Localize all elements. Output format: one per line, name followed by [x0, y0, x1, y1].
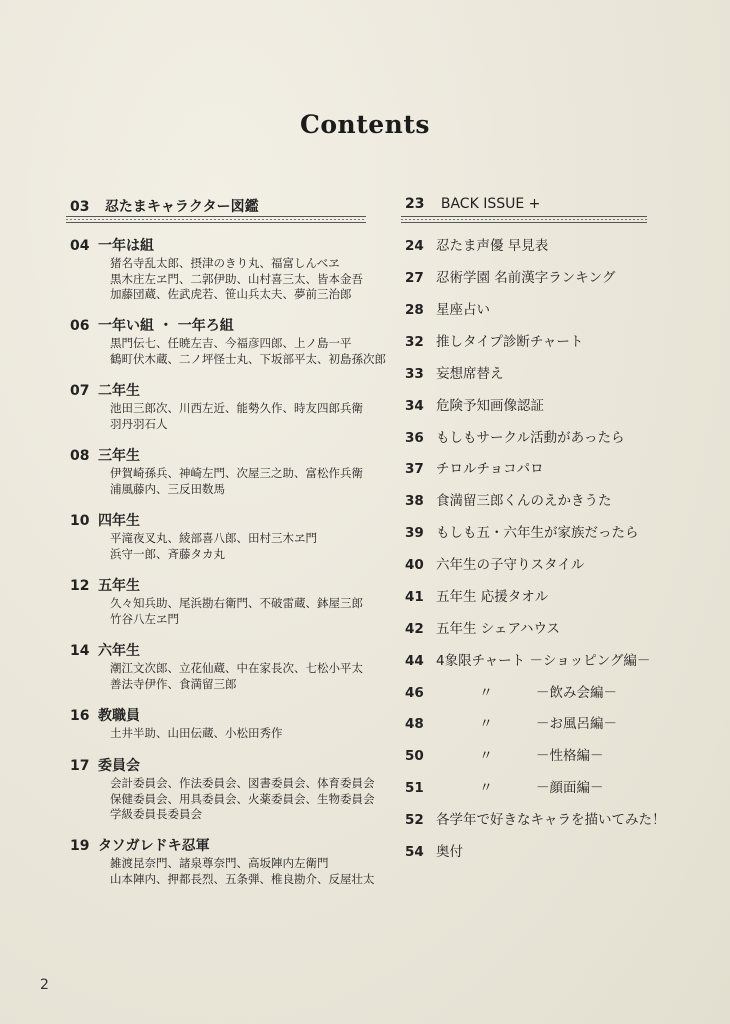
entry-members: 猪名寺乱太郎、摂津のきり丸、福富しんべヱ — [110, 256, 340, 270]
toc-entry[interactable] — [70, 642, 380, 692]
toc-entry[interactable] — [405, 429, 624, 447]
entry-page-number: 38 — [405, 493, 424, 509]
toc-entry[interactable] — [405, 269, 615, 287]
toc-entry[interactable] — [405, 811, 666, 829]
toc-entry[interactable] — [70, 317, 386, 367]
ditto-mark: 〃 — [479, 748, 493, 764]
toc-entry[interactable] — [70, 512, 380, 562]
right-header-rule — [401, 216, 647, 223]
entry-page-number: 14 — [70, 643, 90, 659]
entry-members: 加藤団蔵、佐武虎若、笹山兵太夫、夢前三治郎 — [110, 287, 352, 301]
entry-page-number: 17 — [70, 758, 90, 774]
entry-label: もしも五・六年生が家族だったら — [436, 525, 639, 541]
toc-entry[interactable] — [405, 460, 544, 478]
toc-entry[interactable] — [405, 620, 560, 638]
entry-page-number: 42 — [405, 621, 424, 637]
toc-entry[interactable] — [405, 779, 604, 797]
entry-label: チロルチョコパロ — [436, 461, 544, 477]
toc-entry[interactable] — [405, 588, 548, 606]
entry-members: 竹谷八左ヱ門 — [110, 611, 179, 626]
entry-members: 伊賀崎孫兵、神崎左門、次屋三之助、富松作兵衛 — [110, 466, 363, 480]
entry-label: 奥付 — [436, 844, 463, 860]
entry-label: －お風呂編－ — [536, 716, 617, 732]
entry-page-number: 32 — [405, 334, 424, 350]
entry-members: 土井半助、山田伝蔵、小松田秀作 — [110, 726, 283, 740]
toc-entry[interactable] — [70, 707, 380, 742]
entry-page-number: 50 — [405, 748, 424, 764]
entry-label: タソガレドキ忍軍 — [98, 838, 210, 854]
entry-page-number: 04 — [70, 238, 90, 254]
ditto-mark: 〃 — [479, 780, 493, 796]
entry-label: 四年生 — [98, 513, 140, 529]
entry-label: 五年生 応援タオル — [436, 589, 549, 605]
entry-page-number: 52 — [405, 812, 424, 828]
left-header-rule — [66, 216, 366, 223]
entry-label: 三年生 — [98, 448, 140, 464]
entry-page-number: 44 — [405, 653, 424, 669]
entry-page-number: 34 — [405, 398, 424, 414]
toc-entry[interactable] — [405, 237, 548, 255]
toc-entry[interactable] — [405, 365, 504, 383]
page-number: 2 — [40, 977, 49, 993]
page-title: Contents — [299, 110, 430, 139]
entry-page-number: 37 — [405, 461, 424, 477]
entry-members: 善法寺伊作、食満留三郎 — [110, 676, 237, 691]
toc-entry[interactable] — [70, 382, 380, 432]
entry-label: 忍たま声優 早見表 — [436, 238, 549, 254]
toc-entry[interactable] — [405, 684, 617, 702]
entry-label: 六年生 — [98, 643, 140, 659]
entry-label: 推しタイプ診断チャート — [436, 334, 584, 350]
entry-members: 保健委員会、用具委員会、火薬委員会、生物委員会 — [110, 791, 375, 806]
toc-entry[interactable] — [405, 843, 463, 861]
toc-entry[interactable] — [405, 652, 650, 670]
entry-members: 浜守一郎、斉藤タカ丸 — [110, 546, 225, 561]
entry-page-number: 33 — [405, 366, 424, 382]
entry-label: 一年は組 — [98, 238, 154, 254]
entry-members: 平滝夜叉丸、綾部喜八郎、田村三木ヱ門 — [110, 531, 317, 545]
entry-members: 鶴町伏木蔵、二ノ坪怪士丸、下坂部平太、初島孫次郎 — [110, 351, 386, 366]
entry-label: 4象限チャート －ショッピング編－ — [436, 653, 651, 669]
ditto-mark: 〃 — [479, 716, 493, 732]
entry-members: 池田三郎次、川西左近、能勢久作、時友四郎兵衛 — [110, 401, 363, 415]
entry-label: 二年生 — [98, 383, 140, 399]
ditto-mark: 〃 — [479, 685, 493, 701]
entry-page-number: 54 — [405, 844, 424, 860]
entry-page-number: 27 — [405, 270, 424, 286]
entry-page-number: 10 — [70, 513, 90, 529]
entry-members: 雑渡昆奈門、諸泉尊奈門、高坂陣内左衛門 — [110, 856, 329, 870]
entry-page-number: 48 — [405, 716, 424, 732]
entry-page-number: 08 — [70, 448, 90, 464]
entry-label: 各学年で好きなキャラを描いてみた！ — [436, 812, 666, 828]
entry-label: 危険予知画像認証 — [436, 398, 544, 414]
entry-label: 食満留三郎くんのえかきうた — [436, 493, 612, 509]
entry-label: 一年い組 ・ 一年ろ組 — [98, 318, 234, 334]
entry-page-number: 40 — [405, 557, 424, 573]
entry-page-number: 07 — [70, 383, 90, 399]
toc-entry[interactable] — [70, 837, 380, 887]
toc-entry[interactable] — [405, 333, 583, 351]
entry-page-number: 06 — [70, 318, 90, 334]
right-section-header — [405, 196, 540, 212]
entry-members: 会計委員会、作法委員会、図書委員会、体育委員会 — [110, 776, 375, 790]
entry-members: 学級委員長委員会 — [110, 807, 202, 821]
entry-page-number: 12 — [70, 578, 90, 594]
toc-entry[interactable] — [70, 237, 380, 303]
toc-entry[interactable] — [70, 757, 380, 823]
entry-page-number: 24 — [405, 238, 424, 254]
entry-label: －性格編－ — [536, 748, 604, 764]
entry-label: もしもサークル活動があったら — [436, 430, 625, 446]
left-header-number: 03 — [70, 199, 90, 215]
entry-label: 忍術学園 名前漢字ランキング — [436, 270, 616, 286]
entry-page-number: 46 — [405, 685, 424, 701]
entry-label: 五年生 — [98, 578, 140, 594]
toc-entry[interactable] — [70, 447, 380, 497]
entry-members: 久々知兵助、尾浜勘右衛門、不破雷蔵、鉢屋三郎 — [110, 596, 363, 610]
entry-members: 黒門伝七、任暁左吉、今福彦四郎、上ノ島一平 — [110, 336, 352, 350]
entry-label: －飲み会編－ — [536, 685, 617, 701]
toc-entry[interactable] — [405, 715, 617, 733]
entry-members: 黒木庄左ヱ門、二郭伊助、山村喜三太、皆本金吾 — [110, 271, 363, 286]
toc-entry[interactable] — [405, 397, 544, 415]
right-header-number: 23 — [405, 196, 425, 212]
entry-page-number: 19 — [70, 838, 90, 854]
entry-page-number: 39 — [405, 525, 424, 541]
entry-page-number: 41 — [405, 589, 424, 605]
entry-page-number: 51 — [405, 780, 424, 796]
entry-label: 五年生 シェアハウス — [436, 621, 561, 637]
toc-entry[interactable] — [405, 747, 604, 765]
entry-label: 妄想席替え — [436, 366, 504, 382]
toc-entry[interactable] — [405, 301, 490, 319]
entry-page-number: 16 — [70, 708, 90, 724]
toc-entry[interactable] — [405, 492, 612, 510]
entry-members: 浦風藤内、三反田数馬 — [110, 481, 225, 496]
toc-entry[interactable] — [405, 524, 639, 542]
entry-label: －顔面編－ — [536, 780, 604, 796]
entry-label: 六年生の子守りスタイル — [436, 557, 585, 573]
entry-label: 教職員 — [98, 708, 140, 724]
left-header-label: 忍たまキャラクター図鑑 — [104, 199, 259, 215]
entry-members: 羽丹羽石人 — [110, 416, 168, 431]
toc-entry[interactable] — [405, 556, 584, 574]
entry-page-number: 28 — [405, 302, 424, 318]
toc-entry[interactable] — [70, 577, 380, 627]
entry-page-number: 36 — [405, 430, 424, 446]
entry-label: 星座占い — [436, 302, 490, 318]
right-header-label: BACK ISSUE + — [440, 196, 541, 212]
entry-members: 山本陣内、押都長烈、五条弾、椎良勘介、反屋壮太 — [110, 871, 375, 886]
entry-members: 潮江文次郎、立花仙蔵、中在家長次、七松小平太 — [110, 661, 363, 675]
left-section-header — [70, 196, 259, 216]
entry-label: 委員会 — [98, 758, 140, 774]
